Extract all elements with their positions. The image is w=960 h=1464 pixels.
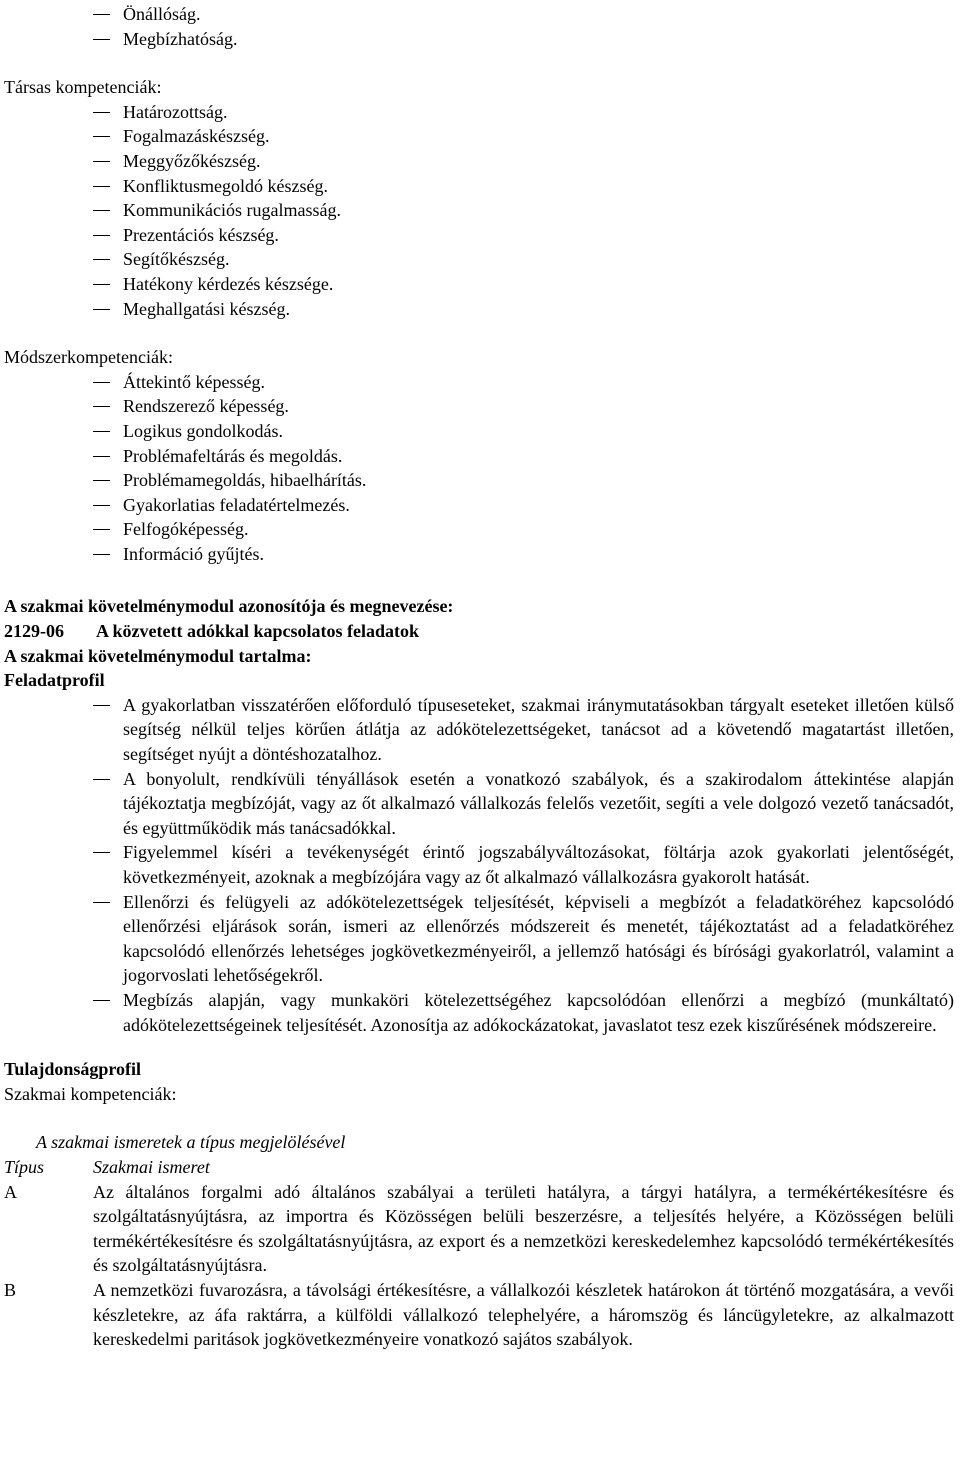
feladatprofil-list [0, 693, 960, 1037]
list-item: Figyelemmel kíséri a tevékenységét érintő jogszabályváltozásokat, föltárja azok gyakorlati jelentőségét, következményeit, azoknak a megbízójára vagy az őt alkalmazó vállalkozásra gyakorolt hatását. [0, 840, 960, 889]
tarsas-heading: Társas kompetenciák: [4, 77, 162, 98]
list-item: Önállóság. [0, 2, 960, 27]
feladatprofil-heading: Feladatprofil [4, 670, 105, 691]
modszer-list [0, 370, 960, 567]
list-item: Problémafeltárás és megoldás. [0, 444, 960, 469]
list-item: Megbízhatóság. [0, 27, 960, 52]
row-type: A [4, 1181, 17, 1202]
modszer-heading: Módszerkompetenciák: [4, 347, 173, 368]
list-item: Felfogóképesség. [0, 517, 960, 542]
list-item: Meggyőzőkészség. [0, 149, 960, 174]
tulajdonsagprofil-heading: Tulajdonságprofil [4, 1059, 142, 1080]
top-list [0, 2, 960, 51]
list-item: Konfliktusmegoldó készség. [0, 174, 960, 199]
list-item: Segítőkészség. [0, 247, 960, 272]
list-item: Ellenőrzi és felügyeli az adókötelezettségek teljesítését, képviseli a megbízót a feladatköréhez kapcsolódó ellenőrzési eljárások során, ismeri az ellenőrzés módszereit és menetét, tájékoztatást ad a feladatköréhez kapcsolódó ellenőrzés lehetséges jogkövetkezményeiről, a jellemző hatósági és bírósági gyakorlatról, valamint a jogorvoslati lehetőségekről. [0, 890, 960, 988]
list-item: Megbízás alapján, vagy munkaköri kötelezettségéhez kapcsolódóan ellenőrzi a megbízó (munkáltató) adókötelezettségeinek teljesítését. Azonosítja az adókockázatokat, javaslatot tesz ezek kiszűrésének módszereire. [0, 988, 960, 1037]
module-id-heading: A szakmai követelménymodul azonosítója és megnevezése: [4, 596, 454, 617]
module-name: A közvetett adókkal kapcsolatos feladatok [96, 621, 420, 642]
list-item: Információ gyűjtés. [0, 542, 960, 567]
row-text: Az általános forgalmi adó általános szabályai a területi hatályra, a tárgyi hatályra, a termékértékesítésre és szolgáltatásnyújtásra, az importra és Közösségen belüli beszerzésre, a teljesítés helyére, a Közösségen belüli termékértékesítésre és szolgáltatásnyújtásra, az export és a nemzetközi kereskedelemhez kapcsolódó termékértékesítés és szolgáltatásnyújtásra. [93, 1181, 954, 1276]
column-header-type: Típus [4, 1156, 45, 1177]
table-header-row [0, 1155, 960, 1180]
list-item: Problémamegoldás, hibaelhárítás. [0, 468, 960, 493]
list-item: Prezentációs készség. [0, 223, 960, 248]
knowledge-table [0, 1155, 960, 1352]
document-page [0, 2, 960, 1352]
tarsas-list [0, 100, 960, 321]
column-header-knowledge: Szakmai ismeret [93, 1156, 210, 1177]
list-item: Rendszerező képesség. [0, 394, 960, 419]
module-code: 2129-06 [4, 621, 64, 642]
list-item: Meghallgatási készség. [0, 297, 960, 322]
szakmai-kompetenciak-heading: Szakmai kompetenciák: [4, 1083, 177, 1104]
ismeretek-heading: A szakmai ismeretek a típus megjelölésével [36, 1132, 346, 1153]
list-item: Áttekintő képesség. [0, 370, 960, 395]
list-item: Hatékony kérdezés készsége. [0, 272, 960, 297]
list-item: Logikus gondolkodás. [0, 419, 960, 444]
module-content-heading: A szakmai követelménymodul tartalma: [4, 645, 312, 666]
list-item: Kommunikációs rugalmasság. [0, 198, 960, 223]
list-item: Fogalmazáskészség. [0, 124, 960, 149]
list-item: A bonyolult, rendkívüli tényállások esetén a vonatkozó szabályok, és a szakirodalom áttekintése alapján tájékoztatja megbízóját, vagy az őt alkalmazó vállalkozás felelős vezetőit, segíti a vele dolgozó vezető tanácsadót, és együttműködik más tanácsadókkal. [0, 767, 960, 841]
table-row [0, 1278, 960, 1352]
table-row [0, 1180, 960, 1278]
row-text: A nemzetközi fuvarozásra, a távolsági értékesítésre, a vállalkozói készletek határokon át történő mozgatására, a vevői készletekre, az áfa raktárra, a külföldi vállalkozó telephelyére, a háromszög és láncügyletekre, az alkalmazott kereskedelmi paritások jogkövetkezményeire vonatkozó sajátos szabályok. [93, 1279, 954, 1350]
list-item: A gyakorlatban visszatérően előforduló típuseseteket, szakmai iránymutatásokban tárgyalt eseteket illetően külső segítség nélkül teljes körűen átlátja az adókötelezettségeket, tanácsot ad a követendő magatartást illetően, segítséget nyújt a döntéshozatalhoz. [0, 693, 960, 767]
list-item: Határozottság. [0, 100, 960, 125]
row-type: B [4, 1279, 17, 1300]
module-code-line [0, 619, 960, 644]
list-item: Gyakorlatias feladatértelmezés. [0, 493, 960, 518]
